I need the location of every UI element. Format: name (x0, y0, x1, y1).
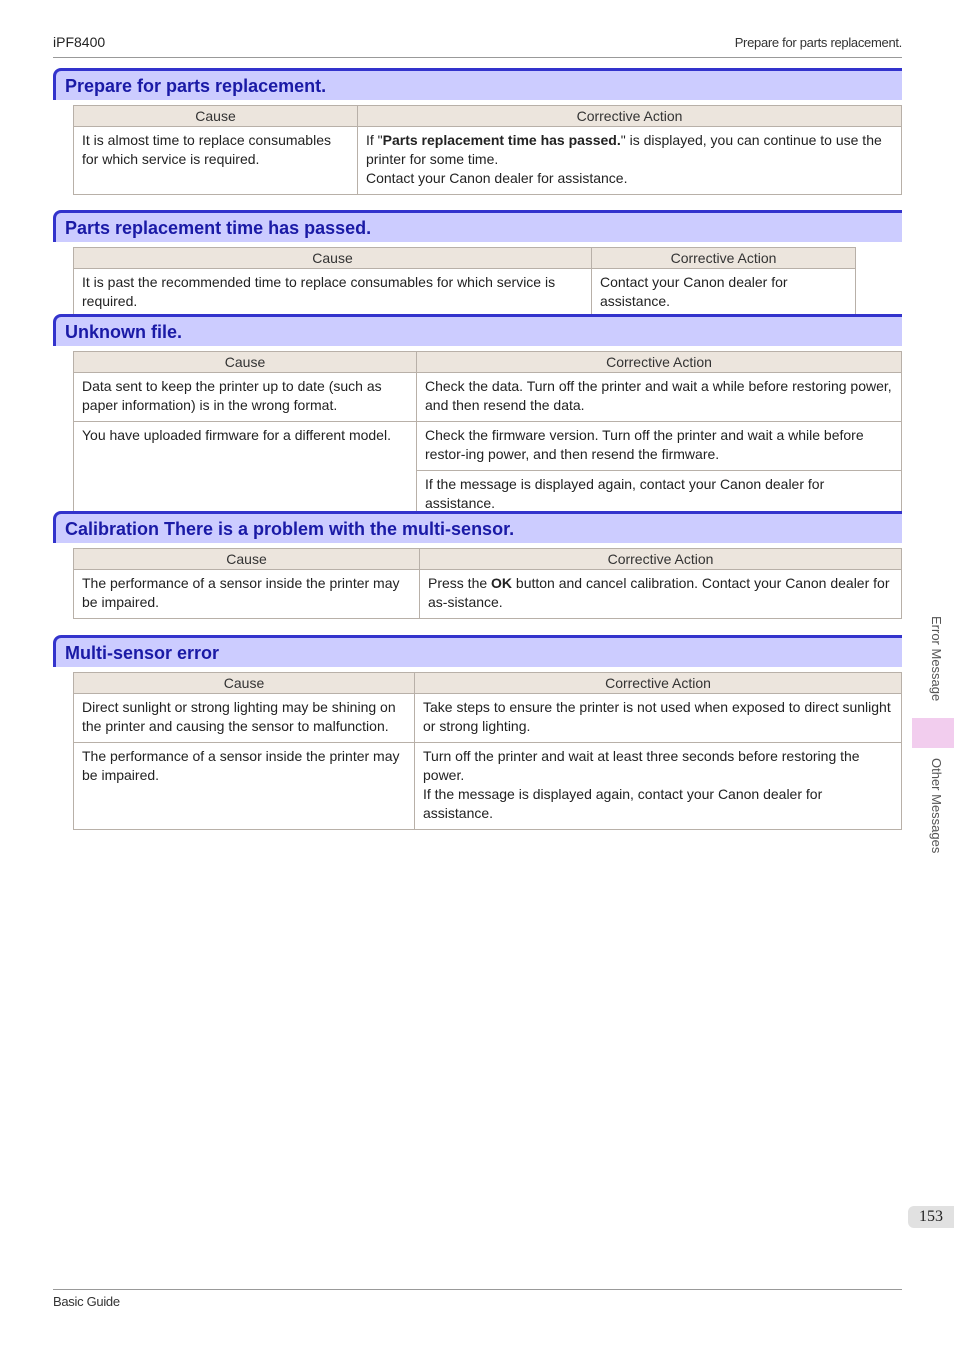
message-table (73, 247, 856, 318)
table-row (74, 422, 902, 471)
column-header-action: Corrective Action (420, 549, 902, 570)
section-parts-passed (53, 210, 902, 318)
header-divider (53, 57, 902, 58)
table-row (74, 694, 902, 743)
column-header-action: Corrective Action (358, 106, 902, 127)
button-name: OK (491, 575, 513, 591)
footer-divider (53, 1289, 902, 1290)
table-row (74, 743, 902, 830)
document-name: Basic Guide (53, 1294, 120, 1309)
cause-cell: Direct sunlight or strong lighting may be shining on the printer and causing the sensor to malfunction. (74, 694, 415, 743)
action-cell: If "Parts replacement time has passed." is displayed, you can continue to use the printer for some time. Contact your Canon dealer for assistance. (358, 127, 902, 195)
side-tab-marker (912, 718, 954, 748)
table-row (74, 127, 902, 195)
action-cell: Check the firmware version. Turn off the printer and wait a while before restor-ing power, and then resend the firmware. (417, 422, 902, 471)
table-header-row (74, 106, 902, 127)
table-row (74, 373, 902, 422)
section-prepare-parts (53, 68, 902, 195)
column-header-action: Corrective Action (592, 248, 856, 269)
section-title: Multi-sensor error (53, 635, 902, 667)
column-header-action: Corrective Action (415, 673, 902, 694)
document-model: iPF8400 (53, 34, 106, 50)
column-header-action: Corrective Action (417, 352, 902, 373)
cause-cell: The performance of a sensor inside the printer may be impaired. (74, 570, 420, 619)
running-header-title: Prepare for parts replacement. (734, 35, 902, 50)
cause-cell: Data sent to keep the printer up to date (such as paper information) is in the wrong format. (74, 373, 417, 422)
section-title: Unknown file. (53, 314, 902, 346)
section-title: Prepare for parts replacement. (53, 68, 902, 100)
section-calibration-multisensor (53, 511, 902, 619)
column-header-cause: Cause (74, 352, 417, 373)
section-unknown-file (53, 314, 902, 519)
page-number: 153 (908, 1206, 954, 1228)
side-tab-error-message[interactable]: Error Message (929, 616, 944, 702)
table-row (74, 269, 856, 318)
section-multisensor-error (53, 635, 902, 830)
column-header-cause: Cause (74, 549, 420, 570)
message-table (73, 351, 902, 519)
section-title: Calibration There is a problem with the multi-sensor. (53, 511, 902, 543)
cause-cell: You have uploaded firmware for a different model. (74, 422, 417, 519)
table-header-row (74, 352, 902, 373)
table-header-row (74, 673, 902, 694)
cause-cell: It is almost time to replace consumables for which service is required. (74, 127, 358, 195)
table-header-row (74, 248, 856, 269)
action-cell: Turn off the printer and wait at least three seconds before restoring the power. If the message is displayed again, contact your Canon dealer for assistance. (415, 743, 902, 830)
action-cell: Press the OK button and cancel calibration. Contact your Canon dealer for as-sistance. (420, 570, 902, 619)
message-name: Parts replacement time has passed. (382, 132, 621, 148)
action-cell: Take steps to ensure the printer is not used when exposed to direct sunlight or strong lighting. (415, 694, 902, 743)
message-table (73, 105, 902, 195)
action-cell: If the message is displayed again, contact your Canon dealer for assistance. (417, 471, 902, 519)
cause-cell: It is past the recommended time to replace consumables for which service is required. (74, 269, 592, 318)
message-table (73, 672, 902, 830)
column-header-cause: Cause (74, 106, 358, 127)
table-header-row (74, 549, 902, 570)
side-tab-other-messages[interactable]: Other Messages (929, 758, 944, 854)
section-title: Parts replacement time has passed. (53, 210, 902, 242)
message-table (73, 548, 902, 619)
action-cell: Contact your Canon dealer for assistance. (592, 269, 856, 318)
column-header-cause: Cause (74, 673, 415, 694)
cause-cell: The performance of a sensor inside the printer may be impaired. (74, 743, 415, 830)
column-header-cause: Cause (74, 248, 592, 269)
action-cell: Check the data. Turn off the printer and wait a while before restoring power, and then resend the data. (417, 373, 902, 422)
table-row (74, 570, 902, 619)
